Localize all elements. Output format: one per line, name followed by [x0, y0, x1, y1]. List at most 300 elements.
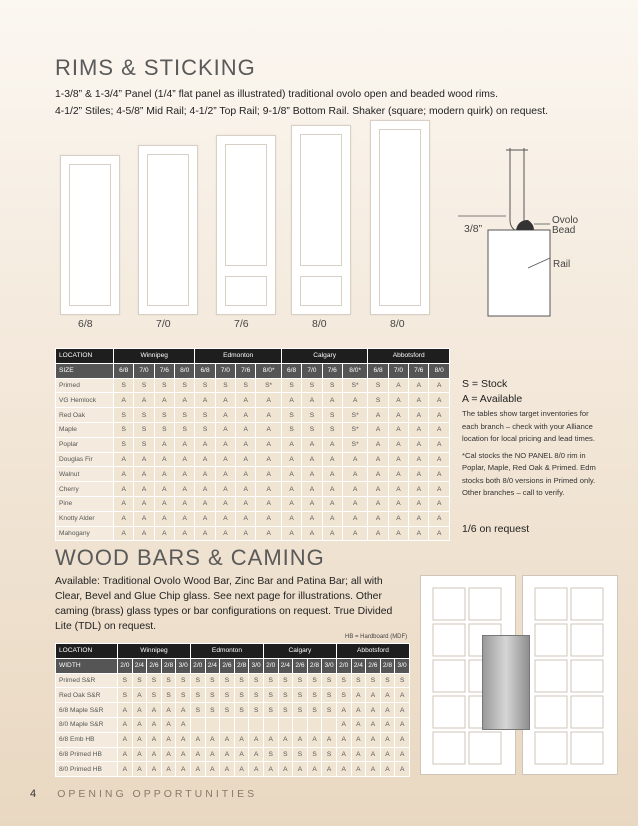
wood-bars-intro: Available: Traditional Ovolo Wood Bar, Zinc Bar and Patina Bar; all with Clear, Bevel and Glue Chip glass. See next page for illustrations. Other caming (brass) glass types or bar configurations on request. True Divided Lite (TDL) on request. [55, 576, 393, 632]
table-cell: A [429, 393, 450, 408]
header-cell: 2/4 [205, 658, 220, 673]
table-cell: A [161, 762, 176, 777]
french-door-right [522, 575, 618, 775]
table-cell: A [236, 452, 256, 467]
table-cell: A [236, 422, 256, 437]
table-cell: A [388, 437, 408, 452]
on-request-note: 1/6 on request [462, 523, 530, 535]
table-cell: S [236, 378, 256, 393]
table-cell: A [307, 762, 322, 777]
table-cell: A [409, 378, 429, 393]
table-cell: A [366, 762, 381, 777]
row-label: Maple [56, 422, 114, 437]
table-cell: A [395, 688, 410, 703]
header-city: Edmonton [190, 644, 263, 659]
table-cell: S [249, 673, 264, 688]
table-cell: A [281, 496, 301, 511]
table-cell: S [134, 408, 154, 423]
table-cell: A [366, 688, 381, 703]
header-cell: 7/0 [134, 363, 154, 378]
table-cell: S [336, 688, 351, 703]
table-cell: A [220, 747, 235, 762]
table-cell: A [368, 482, 388, 497]
table-cell: A [176, 747, 191, 762]
table-cell: S [302, 378, 322, 393]
header-city: Calgary [281, 349, 368, 364]
header-cell: 2/4 [351, 658, 366, 673]
table-cell: S [351, 673, 366, 688]
table-cell: S [220, 703, 235, 718]
table-cell: A [409, 496, 429, 511]
table-cell: A [118, 732, 133, 747]
door-glass [225, 144, 267, 266]
wood-bars-inventory-table [55, 643, 410, 777]
table-row [56, 422, 450, 437]
header-cell: 8/0 [429, 363, 450, 378]
table-cell: A [429, 496, 450, 511]
table-row [56, 467, 450, 482]
table-cell: A [118, 717, 133, 732]
size-label: 6/8 [78, 318, 93, 330]
table-cell: A [154, 437, 174, 452]
table-cell: S [134, 437, 154, 452]
table-row [56, 673, 410, 688]
table-cell: A [195, 526, 215, 541]
table-cell: A [302, 496, 322, 511]
table-cell: A [322, 511, 342, 526]
table-cell: A [256, 452, 281, 467]
dim-label: 3/8” [464, 223, 483, 235]
table-cell: S [278, 673, 293, 688]
table-cell: A [147, 732, 162, 747]
legend-available: A = Available [462, 393, 523, 405]
table-cell: A [336, 732, 351, 747]
table-cell: A [114, 452, 134, 467]
table-cell: S [190, 688, 205, 703]
table-cell: A [409, 408, 429, 423]
table-cell: A [366, 732, 381, 747]
table-row [56, 762, 410, 777]
table-cell: A [114, 496, 134, 511]
table-cell: A [256, 422, 281, 437]
table-cell [205, 717, 220, 732]
table-cell: A [429, 511, 450, 526]
row-label: 6/8 Maple S&R [56, 703, 118, 718]
table-cell: S [302, 422, 322, 437]
table-cell: S [190, 703, 205, 718]
header-cell: 6/8 [114, 363, 134, 378]
table-cell: S [114, 437, 134, 452]
table-cell: S* [342, 408, 367, 423]
table-row [56, 703, 410, 718]
table-cell: A [147, 703, 162, 718]
table-cell: S [368, 378, 388, 393]
door-rim-8-0-panel [291, 125, 351, 315]
table-cell: A [147, 717, 162, 732]
table-cell: A [215, 452, 235, 467]
table-cell: S [132, 673, 147, 688]
table-cell: A [395, 717, 410, 732]
table-cell: S [195, 408, 215, 423]
table-cell: S [307, 747, 322, 762]
door-lite [535, 660, 567, 692]
table-cell: A [134, 482, 154, 497]
table-cell: A [293, 762, 308, 777]
table-cell: A [205, 747, 220, 762]
table-cell: A [293, 732, 308, 747]
table-cell: A [263, 732, 278, 747]
table-cell: S [322, 688, 337, 703]
table-cell: S [307, 673, 322, 688]
table-cell: A [388, 378, 408, 393]
table-cell [263, 717, 278, 732]
table-cell: A [132, 747, 147, 762]
table-cell: A [380, 703, 395, 718]
table-cell: S [380, 673, 395, 688]
table-cell: A [215, 422, 235, 437]
table-cell: A [234, 732, 249, 747]
table-cell: A [351, 688, 366, 703]
table-cell: A [395, 747, 410, 762]
table-cell: S [322, 378, 342, 393]
table-cell: A [342, 467, 367, 482]
table-cell: A [154, 496, 174, 511]
table-cell: A [220, 732, 235, 747]
header-city: Calgary [263, 644, 336, 659]
header-cell: 2/0 [190, 658, 205, 673]
table-cell: A [388, 422, 408, 437]
table-cell: A [281, 482, 301, 497]
table-cell: A [409, 393, 429, 408]
table-cell: A [215, 393, 235, 408]
table-cell: A [161, 732, 176, 747]
table-cell: A [132, 732, 147, 747]
table-cell: S [205, 703, 220, 718]
header-cell: 7/6 [322, 363, 342, 378]
table-cell: S [293, 747, 308, 762]
table-cell: S [114, 422, 134, 437]
table-cell: A [409, 437, 429, 452]
table-cell: S [190, 673, 205, 688]
table-cell: A [215, 526, 235, 541]
header-location: LOCATION [56, 644, 118, 659]
table-cell: A [114, 511, 134, 526]
table-cell: S [263, 673, 278, 688]
table-cell: A [368, 526, 388, 541]
table-cell: S [176, 673, 191, 688]
header-cell: 2/6 [366, 658, 381, 673]
header-cell: 3/0 [395, 658, 410, 673]
table-cell: A [118, 762, 133, 777]
table-cell: S [220, 688, 235, 703]
header-cell: 2/6 [293, 658, 308, 673]
table-cell: A [134, 393, 154, 408]
table-cell: S* [342, 378, 367, 393]
door-glass [69, 164, 111, 306]
table-cell: S [249, 703, 264, 718]
table-cell: A [322, 762, 337, 777]
table-cell: S [234, 688, 249, 703]
table-cell [322, 717, 337, 732]
table-cell: A [380, 762, 395, 777]
table-cell: A [368, 511, 388, 526]
table-cell: A [302, 467, 322, 482]
table-cell: A [195, 496, 215, 511]
table-cell: A [215, 408, 235, 423]
table-cell: S [161, 673, 176, 688]
table-cell: S [307, 703, 322, 718]
table-cell: A [118, 747, 133, 762]
header-cell: 2/8 [234, 658, 249, 673]
table-cell: A [175, 511, 195, 526]
table-cell: S [234, 703, 249, 718]
table-cell: A [322, 393, 342, 408]
table-cell: A [342, 496, 367, 511]
row-label: Douglas Fir [56, 452, 114, 467]
table-cell: S [175, 378, 195, 393]
table-cell: A [236, 437, 256, 452]
row-label: Red Oak [56, 408, 114, 423]
table-cell: A [175, 526, 195, 541]
table-cell: A [278, 762, 293, 777]
table-cell: A [368, 496, 388, 511]
table-cell: A [175, 482, 195, 497]
header-cell: 3/0 [322, 658, 337, 673]
table-cell: A [190, 747, 205, 762]
table-cell: A [281, 452, 301, 467]
table-cell: A [234, 747, 249, 762]
row-label: Walnut [56, 467, 114, 482]
table-row [56, 526, 450, 541]
table-cell: S [154, 378, 174, 393]
inventory-note-1: The tables show target inventories for each branch – check with your Alliance location for local pricing and lead times. [462, 409, 595, 443]
header-cell: 7/6 [409, 363, 429, 378]
row-label: Knotty Alder [56, 511, 114, 526]
table-cell: A [256, 437, 281, 452]
table-cell: A [342, 526, 367, 541]
table-cell: A [351, 762, 366, 777]
header-cell: 2/4 [278, 658, 293, 673]
door-lite [571, 660, 603, 692]
table-cell: A [342, 452, 367, 467]
rims-intro-line1: 1-3/8” & 1-3/4” Panel (1/4” flat panel as illustrated) traditional ovolo open and beaded wood rims. [55, 89, 499, 100]
table-cell: A [134, 511, 154, 526]
header-cell: 2/0 [263, 658, 278, 673]
table-cell [190, 717, 205, 732]
table-cell: A [114, 526, 134, 541]
table-row [56, 482, 450, 497]
header-cell: 6/8 [281, 363, 301, 378]
table-cell: S [395, 673, 410, 688]
table-cell: A [322, 467, 342, 482]
table-row [56, 452, 450, 467]
row-label: Pine [56, 496, 114, 511]
table-row [56, 511, 450, 526]
table-cell: A [281, 526, 301, 541]
table-cell: A [409, 422, 429, 437]
caming-sample [482, 635, 530, 730]
header-city: Edmonton [195, 349, 282, 364]
table-row [56, 717, 410, 732]
table-cell: S [293, 703, 308, 718]
door-lite [571, 696, 603, 728]
table-cell: A [342, 393, 367, 408]
table-cell: A [388, 393, 408, 408]
door-rim-illustrations [55, 115, 455, 340]
table-cell: A [302, 526, 322, 541]
table-cell: A [307, 732, 322, 747]
door-lite [571, 588, 603, 620]
header-cell: 2/0 [336, 658, 351, 673]
table-cell: A [176, 717, 191, 732]
door-rim-7-6 [216, 135, 276, 315]
table-cell: A [336, 762, 351, 777]
table-cell: A [132, 717, 147, 732]
table-cell: A [175, 467, 195, 482]
table-cell: A [236, 511, 256, 526]
door-rim-8-0 [370, 120, 430, 315]
table-cell: A [368, 408, 388, 423]
table-cell: A [161, 717, 176, 732]
page-footer [30, 788, 257, 800]
table-cell: S [114, 378, 134, 393]
table-cell: A [256, 482, 281, 497]
table-cell: A [236, 526, 256, 541]
table-cell: S [234, 673, 249, 688]
door-rim-6-8 [60, 155, 120, 315]
table-cell: A [249, 762, 264, 777]
table-cell: A [220, 762, 235, 777]
table-cell: A [395, 762, 410, 777]
header-cell: 2/6 [220, 658, 235, 673]
table-cell: A [256, 408, 281, 423]
door-lite [469, 588, 501, 620]
table-cell: S [281, 422, 301, 437]
header-size_label: SIZE [56, 363, 114, 378]
table-cell: A [409, 467, 429, 482]
table-cell: S [147, 673, 162, 688]
table-cell: S [322, 673, 337, 688]
table-cell: S [322, 422, 342, 437]
header-city: Winnipeg [118, 644, 191, 659]
table-cell: A [429, 408, 450, 423]
table-cell: A [236, 496, 256, 511]
table-cell: A [388, 467, 408, 482]
door-lite [535, 732, 567, 764]
table-cell: A [336, 747, 351, 762]
table-cell [293, 717, 308, 732]
door-glass [147, 154, 189, 306]
table-cell: A [395, 703, 410, 718]
table-cell [307, 717, 322, 732]
table-cell: S [278, 703, 293, 718]
table-cell: A [322, 526, 342, 541]
table-cell: A [195, 482, 215, 497]
table-cell: A [388, 526, 408, 541]
row-label: 8/0 Maple S&R [56, 717, 118, 732]
table-cell: A [190, 732, 205, 747]
table-cell: A [256, 496, 281, 511]
table-cell: A [249, 732, 264, 747]
table-cell: A [278, 732, 293, 747]
door-lite [433, 660, 465, 692]
table-cell: A [388, 511, 408, 526]
door-glass [379, 129, 421, 306]
table-cell: A [429, 452, 450, 467]
table-cell: A [114, 467, 134, 482]
header-cell: 2/0 [118, 658, 133, 673]
table-cell: A [215, 467, 235, 482]
table-cell: A [409, 482, 429, 497]
size-label: 8/0 [312, 318, 327, 330]
row-label: 6/8 Primed HB [56, 747, 118, 762]
table-cell: S [220, 673, 235, 688]
table-cell: A [302, 511, 322, 526]
page-number: 4 [30, 788, 37, 800]
table-cell: S [154, 422, 174, 437]
table-row [56, 408, 450, 423]
header-cell: 6/8 [368, 363, 388, 378]
row-label: Red Oak S&R [56, 688, 118, 703]
table-cell: A [147, 762, 162, 777]
header-cell: 3/0 [176, 658, 191, 673]
table-cell: A [134, 526, 154, 541]
header-cell: 2/8 [161, 658, 176, 673]
table-cell: S [302, 408, 322, 423]
table-cell: S [322, 703, 337, 718]
table-cell: S [322, 747, 337, 762]
french-door-right-lites [523, 576, 617, 774]
door-lite [433, 732, 465, 764]
table-cell: A [195, 437, 215, 452]
table-cell: A [215, 511, 235, 526]
table-cell: A [154, 467, 174, 482]
header-cell: 7/0 [215, 363, 235, 378]
table-cell: A [409, 526, 429, 541]
table-cell: S [118, 673, 133, 688]
table-cell: S [293, 688, 308, 703]
table-cell: A [429, 526, 450, 541]
table-cell: A [281, 511, 301, 526]
rims-intro-line2: 4-1/2” Stiles; 4-5/8” Mid Rail; 4-1/2” Top Rail; 9-1/8” Bottom Rail. Shaker (square; modern quirk) on request. [55, 106, 548, 117]
table-cell: A [161, 747, 176, 762]
table-cell: A [234, 762, 249, 777]
table-cell: S* [256, 378, 281, 393]
table-cell: S [147, 688, 162, 703]
table-cell: A [342, 511, 367, 526]
table-cell: A [175, 437, 195, 452]
table-cell: S [322, 408, 342, 423]
table-cell: S [215, 378, 235, 393]
inventory-note-2: *Cal stocks the NO PANEL 8/0 rim in Poplar, Maple, Red Oak & Primed. Edm stocks both 8/0 versions in Primed only. Other branches – call to verify. [462, 450, 596, 497]
table-cell: S [368, 393, 388, 408]
table-cell: A [336, 717, 351, 732]
table-cell: A [195, 452, 215, 467]
table-cell: A [236, 467, 256, 482]
table-cell: A [336, 703, 351, 718]
table-cell: A [236, 482, 256, 497]
table-cell: A [215, 482, 235, 497]
table-cell: A [114, 482, 134, 497]
table-cell: A [388, 452, 408, 467]
header-location: LOCATION [56, 349, 114, 364]
table-cell: S [205, 673, 220, 688]
table-cell: A [429, 467, 450, 482]
header-cell: 7/6 [236, 363, 256, 378]
table-cell: S [307, 688, 322, 703]
table-cell: S* [342, 422, 367, 437]
ovolo-bead-label: Ovolo Bead [552, 215, 579, 236]
